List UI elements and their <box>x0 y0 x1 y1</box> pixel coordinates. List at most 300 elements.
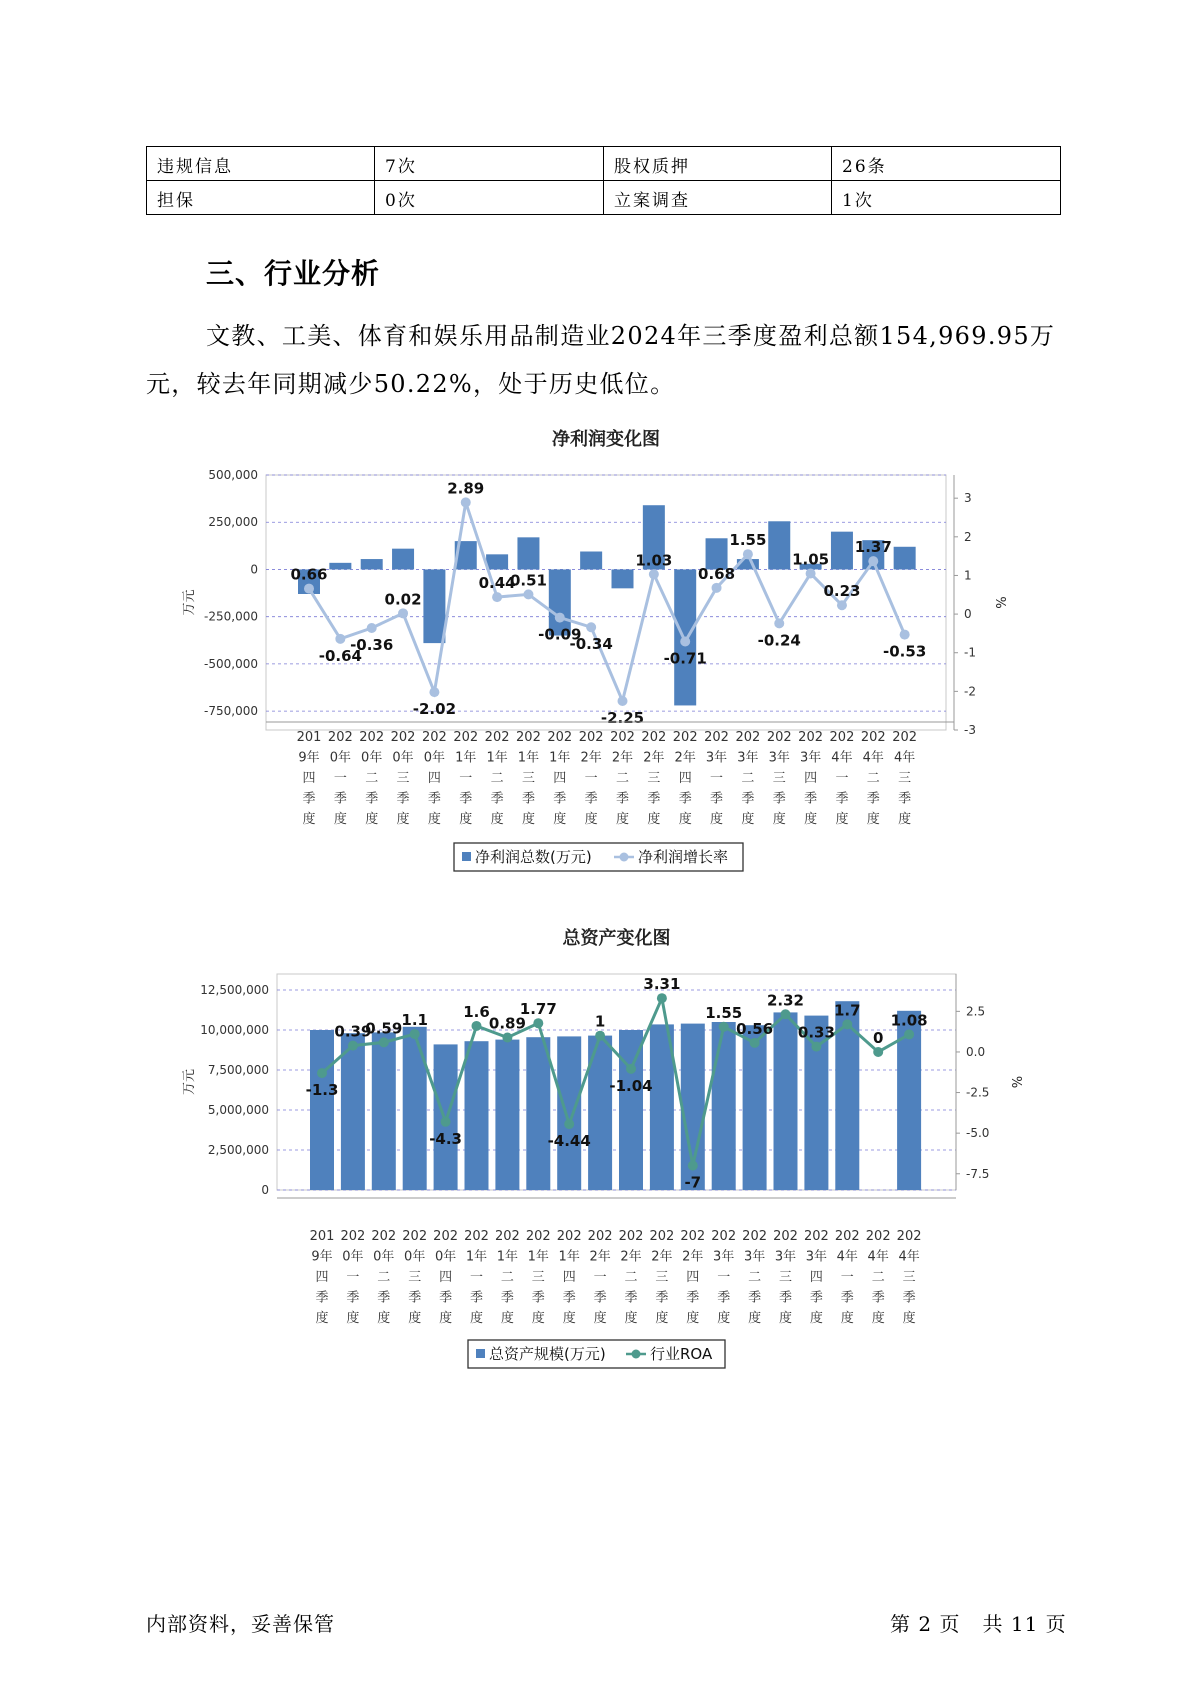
y-tick-label: 250,000 <box>208 515 258 530</box>
x-tick-label: 度 <box>469 1311 484 1326</box>
x-tick-label: 度 <box>531 1311 545 1326</box>
x-tick-label: 季 <box>647 791 661 807</box>
data-label: 0.59 <box>365 1019 403 1038</box>
y2-tick-label: 1 <box>964 568 972 583</box>
data-label: 1.05 <box>792 550 830 569</box>
x-tick-label: 四 <box>804 771 818 786</box>
y-tick-label: 10,000,000 <box>200 1023 269 1037</box>
line-point <box>533 1018 543 1028</box>
x-tick-label: 4年 <box>836 1249 858 1265</box>
line-point <box>868 556 878 566</box>
x-tick-label: 4年 <box>867 1249 889 1265</box>
data-label: 1.1 <box>401 1011 428 1030</box>
net-profit-chart <box>0 425 1191 885</box>
x-tick-label: 202 <box>649 1229 675 1244</box>
legend <box>468 1340 725 1368</box>
x-tick-label: 度 <box>624 1311 638 1326</box>
y-tick-label: 12,500,000 <box>200 983 269 997</box>
x-tick-label: 季 <box>624 1290 638 1306</box>
x-tick-label: 度 <box>521 812 535 827</box>
x-tick-label: 2年 <box>620 1249 642 1265</box>
bar <box>580 552 602 570</box>
y2-tick-label: -1 <box>964 645 976 660</box>
x-tick-label: 2年 <box>682 1249 704 1265</box>
x-tick-label: 202 <box>578 730 604 745</box>
x-tick-label: 度 <box>678 812 692 827</box>
x-tick-label: 202 <box>711 1229 737 1244</box>
x-tick-label: 202 <box>803 1229 829 1244</box>
y2-axis-label: % <box>992 596 1007 609</box>
x-tick-label: 季 <box>710 791 724 807</box>
y-tick-label: 0 <box>250 562 258 577</box>
x-tick-label: 一 <box>717 1270 731 1285</box>
line-point <box>564 1119 574 1129</box>
bar <box>768 521 790 569</box>
x-tick-label: 季 <box>531 1290 545 1306</box>
x-tick-label: 2年 <box>643 750 665 766</box>
line-point <box>523 589 533 599</box>
y-tick-label: 0 <box>261 1183 269 1197</box>
line-point <box>626 1064 636 1074</box>
legend-swatch-bar <box>476 1349 485 1358</box>
line-point <box>472 1021 482 1031</box>
x-tick-label: 9年 <box>298 750 320 766</box>
x-tick-label: 二 <box>615 771 630 786</box>
x-tick-label: 四 <box>678 771 692 786</box>
x-tick-label: 季 <box>593 1290 607 1306</box>
y-tick-label: -500,000 <box>204 656 258 671</box>
x-tick-label: 3年 <box>805 1249 828 1265</box>
x-tick-label: 季 <box>408 1290 422 1306</box>
data-label: -0.09 <box>538 625 582 644</box>
x-tick-label: 202 <box>834 1229 860 1244</box>
x-tick-label: 季 <box>333 791 347 807</box>
data-label: -7 <box>684 1173 702 1192</box>
x-tick-label: 202 <box>896 1229 922 1244</box>
x-tick-label: 一 <box>593 1270 607 1285</box>
x-tick-label: 季 <box>871 1290 885 1306</box>
x-tick-label: 度 <box>427 812 441 827</box>
data-label: 3.31 <box>643 975 681 994</box>
line-point <box>781 1009 791 1019</box>
x-tick-label: 三 <box>778 1270 793 1285</box>
x-tick-label: 度 <box>562 1311 576 1326</box>
y2-tick-label: -2.5 <box>966 1085 990 1100</box>
line-point <box>712 583 722 593</box>
data-label: 0.33 <box>797 1023 835 1042</box>
x-tick-label: 季 <box>772 791 786 807</box>
legend-swatch-point <box>620 853 629 862</box>
x-tick-label: 4年 <box>894 750 916 766</box>
x-tick-label: 202 <box>865 1229 891 1244</box>
x-tick-label: 2年 <box>611 750 634 766</box>
x-tick-label: 三 <box>531 1270 545 1285</box>
bar <box>774 1012 798 1190</box>
x-tick-label: 202 <box>829 730 855 745</box>
bar <box>486 554 508 569</box>
x-tick-label: 季 <box>902 1290 916 1306</box>
x-tick-label: 二 <box>866 771 880 786</box>
y2-tick-label: -3 <box>964 723 976 737</box>
line-point <box>900 630 910 640</box>
total-assets-chart <box>0 925 1191 1385</box>
x-tick-label: 201 <box>309 1229 335 1244</box>
x-tick-label: 度 <box>302 812 316 827</box>
x-tick-label: 二 <box>377 1270 391 1285</box>
x-tick-label: 度 <box>835 812 849 827</box>
x-tick-label: 四 <box>315 1270 329 1285</box>
x-tick-label: 4年 <box>898 1249 920 1265</box>
data-label: -1.3 <box>305 1081 339 1100</box>
data-label: -1.04 <box>609 1076 653 1095</box>
x-tick-label: 202 <box>860 730 886 745</box>
x-tick-label: 度 <box>809 1311 823 1326</box>
x-tick-label: 三 <box>647 771 661 786</box>
x-tick-label: 度 <box>772 812 786 827</box>
x-tick-label: 202 <box>327 730 353 745</box>
bar <box>423 569 445 643</box>
x-tick-label: 度 <box>710 812 724 827</box>
data-label: 0.51 <box>509 571 547 590</box>
x-tick-label: 度 <box>871 1311 885 1326</box>
bar <box>894 547 916 570</box>
line-point <box>348 1041 358 1051</box>
line-point <box>441 1117 451 1127</box>
x-tick-label: 202 <box>484 730 510 745</box>
x-tick-label: 度 <box>902 1311 916 1326</box>
x-tick-label: 二 <box>500 1270 514 1285</box>
line-point <box>873 1047 883 1057</box>
line-point <box>595 1031 605 1041</box>
x-tick-label: 202 <box>390 730 416 745</box>
y2-tick-label: -7.5 <box>966 1166 990 1181</box>
legend-label-line: 行业ROA <box>650 1345 713 1363</box>
bar <box>403 1027 427 1190</box>
legend-swatch-bar <box>462 852 471 861</box>
x-tick-label: 二 <box>871 1270 885 1285</box>
x-tick-label: 202 <box>610 730 635 745</box>
x-tick-label: 202 <box>704 730 729 745</box>
data-label: 0.39 <box>334 1022 372 1041</box>
footer-page-number: 第 2 页 共 11 页 <box>890 1612 1067 1636</box>
y-tick-label: -250,000 <box>204 609 258 624</box>
line-point <box>586 622 596 632</box>
data-label: -0.36 <box>350 636 394 654</box>
x-tick-label: 202 <box>494 1229 520 1244</box>
x-tick-label: 一 <box>333 771 347 786</box>
x-tick-label: 四 <box>686 1270 700 1285</box>
table-cell: 1次 <box>832 181 1061 215</box>
x-tick-label: 0年 <box>404 1249 426 1265</box>
x-tick-label: 3年 <box>799 750 822 766</box>
x-tick-label: 2年 <box>651 1249 673 1265</box>
x-tick-label: 度 <box>333 812 347 827</box>
x-tick-label: 季 <box>490 791 504 807</box>
line-point <box>811 1042 821 1052</box>
x-tick-label: 1年 <box>455 750 477 766</box>
x-tick-label: 度 <box>553 812 567 827</box>
line-point <box>806 569 816 579</box>
bar <box>392 549 414 570</box>
x-tick-label: 202 <box>641 730 667 745</box>
data-label: 0.68 <box>698 564 736 583</box>
data-label: -2.25 <box>600 709 645 728</box>
data-label: 0.23 <box>823 582 861 601</box>
x-tick-label: 季 <box>809 1290 823 1306</box>
x-tick-label: 3年 <box>713 1249 735 1265</box>
x-tick-label: 三 <box>655 1270 669 1285</box>
bar <box>557 1036 581 1190</box>
bar <box>612 569 634 588</box>
x-tick-label: 一 <box>835 771 849 786</box>
section-heading: 三、行业分析 <box>206 257 381 290</box>
x-tick-label: 4年 <box>831 750 853 766</box>
x-tick-label: 季 <box>396 791 410 807</box>
x-tick-label: 度 <box>408 1311 422 1326</box>
x-tick-label: 1年 <box>527 1249 549 1265</box>
x-tick-label: 202 <box>516 730 541 745</box>
x-tick-label: 0年 <box>392 750 414 766</box>
x-tick-label: 202 <box>892 730 918 745</box>
footer-confidential: 内部资料，妥善保管 <box>146 1612 335 1636</box>
x-tick-label: 二 <box>748 1270 762 1285</box>
x-tick-label: 度 <box>615 812 630 827</box>
table-cell: 26条 <box>832 147 1061 181</box>
y-tick-label: 500,000 <box>208 468 258 482</box>
line-point <box>410 1029 420 1039</box>
bar <box>831 532 853 570</box>
legend-swatch-point <box>632 1350 641 1359</box>
x-tick-label: 0年 <box>373 1249 395 1265</box>
x-tick-label: 3年 <box>737 750 759 766</box>
industry-summary-paragraph: 文教、工美、体育和娱乐用品制造业2024年三季度盈利总额154,969.95万元，较去年同期减少50.22%，处于历史低位。 <box>146 322 1056 398</box>
data-label: 1.03 <box>635 551 673 570</box>
x-tick-label: 度 <box>748 1311 762 1326</box>
data-label: 1.6 <box>463 1002 490 1021</box>
x-tick-label: 2年 <box>589 1249 611 1265</box>
x-tick-label: 季 <box>686 1290 700 1306</box>
x-tick-label: 0年 <box>361 750 383 766</box>
y-tick-label: 2,500,000 <box>207 1143 269 1157</box>
x-tick-label: 三 <box>408 1270 422 1285</box>
x-tick-label: 季 <box>521 791 535 807</box>
x-tick-label: 季 <box>346 1290 360 1306</box>
x-tick-label: 1年 <box>496 1249 519 1265</box>
data-label: 0.66 <box>290 565 328 584</box>
x-tick-label: 度 <box>500 1311 514 1326</box>
x-tick-label: 度 <box>365 812 379 827</box>
table-cell: 担保 <box>147 181 375 215</box>
x-tick-label: 季 <box>365 791 379 807</box>
x-tick-label: 一 <box>710 771 724 786</box>
bar <box>329 563 351 570</box>
data-label: 2.89 <box>447 479 485 498</box>
x-tick-label: 度 <box>584 812 598 827</box>
x-tick-label: 三 <box>396 771 410 786</box>
y-tick-label: 5,000,000 <box>207 1103 269 1117</box>
x-tick-label: 度 <box>778 1311 793 1326</box>
x-tick-label: 季 <box>866 791 880 807</box>
x-tick-label: 三 <box>902 1270 916 1285</box>
x-tick-label: 四 <box>809 1270 823 1285</box>
x-tick-label: 度 <box>840 1311 854 1326</box>
x-tick-label: 度 <box>490 812 504 827</box>
line-point <box>335 634 345 644</box>
x-tick-label: 2年 <box>674 750 696 766</box>
data-label: -2.02 <box>412 700 457 719</box>
x-tick-label: 季 <box>469 1290 484 1306</box>
x-tick-label: 202 <box>556 1229 582 1244</box>
y2-tick-label: -5.0 <box>966 1126 990 1141</box>
bar <box>743 1025 767 1190</box>
chart-title: 总资产变化图 <box>562 928 671 949</box>
x-tick-label: 四 <box>439 1270 453 1285</box>
line-point <box>367 623 377 633</box>
bar <box>310 1030 334 1190</box>
x-tick-label: 202 <box>371 1229 397 1244</box>
line-point <box>904 1029 914 1039</box>
x-tick-label: 0年 <box>423 750 446 766</box>
x-tick-label: 202 <box>453 730 479 745</box>
x-tick-label: 二 <box>490 771 504 786</box>
x-tick-label: 四 <box>302 771 316 786</box>
x-tick-label: 季 <box>615 791 630 807</box>
data-label: 0.44 <box>478 574 516 593</box>
line-point <box>774 618 784 628</box>
x-tick-label: 2年 <box>580 750 602 766</box>
x-tick-label: 1年 <box>465 1249 488 1265</box>
x-tick-label: 202 <box>464 1229 489 1244</box>
line-point <box>492 592 502 602</box>
x-tick-label: 度 <box>655 1311 669 1326</box>
bar <box>372 1032 396 1190</box>
x-tick-label: 202 <box>587 1229 613 1244</box>
data-label: 1.08 <box>890 1011 928 1030</box>
data-label: 1 <box>594 1012 606 1031</box>
x-tick-label: 一 <box>459 771 473 786</box>
x-tick-label: 四 <box>562 1270 576 1285</box>
x-tick-label: 三 <box>521 771 535 786</box>
x-tick-label: 一 <box>469 1270 484 1285</box>
x-tick-label: 度 <box>593 1311 607 1326</box>
table-cell: 股权质押 <box>604 147 832 181</box>
legend <box>454 843 743 871</box>
bar <box>619 1030 643 1190</box>
x-tick-label: 202 <box>680 1229 706 1244</box>
data-label: 1.77 <box>519 1000 557 1019</box>
line-point <box>842 1019 852 1029</box>
x-tick-label: 季 <box>562 1290 576 1306</box>
line-point <box>461 497 471 507</box>
x-tick-label: 季 <box>804 791 818 807</box>
x-tick-label: 202 <box>340 1229 366 1244</box>
bar <box>465 1041 489 1190</box>
data-label: -0.71 <box>663 649 707 668</box>
x-tick-label: 度 <box>377 1311 391 1326</box>
x-tick-label: 二 <box>365 771 379 786</box>
x-tick-label: 度 <box>315 1311 329 1326</box>
x-tick-label: 1年 <box>558 1249 580 1265</box>
x-tick-label: 季 <box>377 1290 391 1306</box>
x-tick-label: 四 <box>427 771 441 786</box>
y2-tick-label: 3 <box>964 491 972 506</box>
line-point <box>750 1038 760 1048</box>
x-tick-label: 202 <box>359 730 385 745</box>
x-tick-label: 季 <box>840 1290 854 1306</box>
y2-axis-label: % <box>1008 1075 1023 1089</box>
x-tick-label: 3年 <box>705 750 728 766</box>
x-tick-label: 季 <box>835 791 849 807</box>
x-tick-label: 201 <box>296 730 322 745</box>
x-tick-label: 季 <box>898 791 912 807</box>
x-tick-label: 202 <box>547 730 573 745</box>
bar <box>517 537 539 569</box>
data-label: -4.44 <box>547 1132 591 1151</box>
x-tick-label: 季 <box>315 1290 329 1306</box>
legend-label-line: 净利润增长率 <box>638 848 729 866</box>
y2-tick-label: 0.0 <box>966 1044 986 1059</box>
x-tick-label: 度 <box>346 1311 360 1326</box>
x-tick-label: 季 <box>459 791 473 807</box>
line-point <box>837 600 847 610</box>
x-tick-label: 202 <box>798 730 824 745</box>
table-cell: 0次 <box>375 181 604 215</box>
line-point <box>743 549 753 559</box>
x-tick-label: 度 <box>396 812 410 827</box>
legend-label-bar: 净利润总数(万元) <box>475 848 592 866</box>
x-tick-label: 度 <box>439 1311 453 1326</box>
x-tick-label: 四 <box>553 771 567 786</box>
x-tick-label: 202 <box>618 1229 644 1244</box>
y-axis-label: 万元 <box>182 589 197 616</box>
line-point <box>317 1068 327 1078</box>
x-tick-label: 9年 <box>311 1249 333 1265</box>
x-tick-label: 0年 <box>342 1249 364 1265</box>
x-tick-label: 202 <box>742 1229 768 1244</box>
risk-info-table <box>146 146 1061 215</box>
line-point <box>555 613 565 623</box>
line-point <box>379 1037 389 1047</box>
data-label: 0.89 <box>488 1014 526 1033</box>
x-tick-label: 3年 <box>774 1249 797 1265</box>
bar <box>526 1037 550 1190</box>
x-tick-label: 度 <box>898 812 912 827</box>
x-tick-label: 季 <box>717 1290 731 1306</box>
y2-tick-label: -2 <box>964 684 976 699</box>
x-tick-label: 二 <box>624 1270 638 1285</box>
x-tick-label: 二 <box>741 771 755 786</box>
x-tick-label: 1年 <box>486 750 508 766</box>
x-tick-label: 202 <box>433 1229 459 1244</box>
y2-tick-label: 2.5 <box>966 1004 986 1019</box>
data-label: 1.7 <box>834 1001 861 1020</box>
x-tick-label: 1年 <box>549 750 571 766</box>
line-point <box>502 1033 512 1043</box>
data-label: 1.37 <box>854 538 892 557</box>
data-label: 1.55 <box>729 531 767 550</box>
x-tick-label: 季 <box>427 791 441 807</box>
x-tick-label: 季 <box>678 791 692 807</box>
chart-title: 净利润变化图 <box>552 429 660 450</box>
x-tick-label: 4年 <box>862 750 884 766</box>
line-point <box>688 1161 698 1171</box>
data-label: -0.24 <box>757 631 801 650</box>
bar <box>361 559 383 569</box>
x-tick-label: 度 <box>741 812 755 827</box>
y2-tick-label: 2 <box>964 529 972 544</box>
x-tick-label: 季 <box>439 1290 453 1306</box>
table-cell: 7次 <box>375 147 604 181</box>
